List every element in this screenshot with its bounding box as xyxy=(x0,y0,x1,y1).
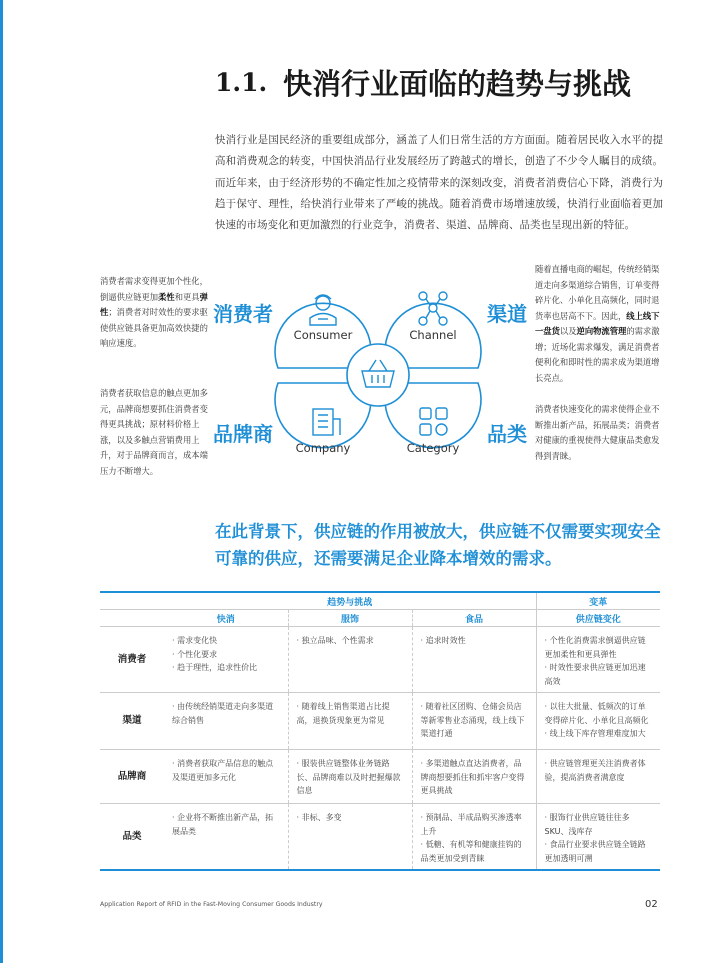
headline: 在此背景下，供应链的作用被放大，供应链不仅需要实现安全可靠的供应，还需要满足企业降本增效的需求。 xyxy=(215,522,661,568)
row-label: 消费者 xyxy=(100,627,164,693)
table-row xyxy=(100,693,660,750)
table-cell: · 消费者获取产品信息的触点及渠道更加多元化 xyxy=(164,750,288,804)
table-cell: · 独立品味、个性需求 xyxy=(288,627,412,693)
table-cell: · 服饰行业供应链往往多SKU、浅库存 · 食品行业要求供应链全链路更加透明可溯 xyxy=(536,804,660,871)
channel-label: 渠道 xyxy=(487,302,527,326)
page-number: 02 xyxy=(645,899,658,910)
table-cell: · 以往大批量、低频次的订单变得碎片化、小单化且高频化 · 线上线下库存管理难度加大 xyxy=(536,693,660,750)
table-cell: · 预制品、半成品购买渗透率上升 · 低糖、有机等和健康挂钩的品类更加受到青睐 xyxy=(412,804,536,871)
consumer-circle-label: Consumer xyxy=(293,328,353,342)
column-header: 食品 xyxy=(412,610,536,627)
channel-circle-label: Channel xyxy=(409,328,457,342)
consumer-description: 消费者需求变得更加个性化，倒逼供应链更加柔性和更具弹性；消费者对时效性的要求驱使供应链具备更加高效快捷的响应速度。 xyxy=(100,276,208,348)
row-label: 品类 xyxy=(100,804,164,871)
table-cell: · 需求变化快 · 个性化要求 · 趋于理性，追求性价比 xyxy=(164,627,288,693)
table-corner-2 xyxy=(100,610,164,627)
row-label: 品牌商 xyxy=(100,750,164,804)
table-cell: · 多渠道触点直达消费者，品牌商想要抓住和抓牢客户变得更具挑战 xyxy=(412,750,536,804)
table-cell: · 随着社区团购、仓储会员店等新零售业态涌现，线上线下渠道打通 xyxy=(412,693,536,750)
table-row xyxy=(100,750,660,804)
consumer-icon xyxy=(310,295,336,325)
company-building-icon xyxy=(313,409,340,435)
table-cell: · 非标、多变 xyxy=(288,804,412,871)
table-row xyxy=(100,627,660,693)
column-header: 供应链变化 xyxy=(536,610,660,627)
table-cell: · 个性化消费需求倒逼供应链更加柔性和更具弹性 · 时效性要求供应链更加迅速高效 xyxy=(536,627,660,693)
column-header: 快消 xyxy=(164,610,288,627)
footer-report-title: Application Report of RFID in the Fast-Moving Consumer Goods Industry xyxy=(100,901,323,908)
table-cell: · 追求时效性 xyxy=(412,627,536,693)
consumer-label: 消费者 xyxy=(213,302,273,326)
group-header-change: 变革 xyxy=(536,592,660,610)
channel-network-icon xyxy=(419,292,447,325)
company-circle-label: Company xyxy=(295,441,351,455)
column-header: 服饰 xyxy=(288,610,412,627)
section-title: 快消行业面临的趋势与挑战 xyxy=(283,67,632,101)
table-cell: · 供应链管理更关注消费者体验，提高消费者满意度 xyxy=(536,750,660,804)
table-cell: · 由传统经销渠道走向多渠道综合销售 xyxy=(164,693,288,750)
group-header-trends: 趋势与挑战 xyxy=(164,592,536,610)
table-cell: · 服装供应链整体业务链路长、品牌商难以及时把握爆款信息 xyxy=(288,750,412,804)
category-label: 品类 xyxy=(487,422,527,446)
row-label: 渠道 xyxy=(100,693,164,750)
table-corner xyxy=(100,592,164,610)
brand-label: 品牌商 xyxy=(213,422,273,446)
trend-table xyxy=(100,591,660,871)
section-number: 1.1. xyxy=(215,68,268,97)
intro-paragraph: 快消行业是国民经济的重要组成部分，涵盖了人们日常生活的方方面面。随着居民收入水平的提高和消费观念的转变，中国快消品行业发展经历了跨越式的增长，创造了不少令人瞩目的成绩。而近年来，由于经济形势的不确定性加之疫情带来的深刻改变，消费者消费信心下降，消费行为趋于保守、理性，给快消行业带来了严峻的挑战。随着消费市场增速放缓，快消行业面临着更加快速的市场变化和更加激烈的行业竞争，消费者、渠道、品牌商、品类也呈现出新的特征。 xyxy=(215,134,663,232)
table-cell: · 随着线上销售渠道占比提高，退换货现象更为常见 xyxy=(288,693,412,750)
category-grid-icon xyxy=(420,408,447,435)
category-description: 消费者快速变化的需求使得企业不断推出新产品，拓展品类；消费者对健康的重视使得大健康品类愈发得到青睐。 xyxy=(535,404,660,461)
channel-description: 随着直播电商的崛起，传统经销渠道走向多渠道综合销售，订单变得碎片化、小单化且高频化，同时退货率也居高不下。因此，线上线下一盘货以及逆向物流管理的需求激增；近场化需求爆发，满足消费者便利化和即时性的需求成为渠道增长亮点。 xyxy=(535,264,660,383)
left-accent-rule xyxy=(0,0,3,963)
table-cell: · 企业将不断推出新产品，拓展品类 xyxy=(164,804,288,871)
table-row xyxy=(100,804,660,871)
brand-description: 消费者获取信息的触点更加多元，品牌商想要抓住消费者变得更具挑战；原材料价格上涨，以及多触点营销费用上升，对于品牌商而言，成本端压力不断增大。 xyxy=(100,388,208,476)
category-circle-label: Category xyxy=(406,441,460,455)
